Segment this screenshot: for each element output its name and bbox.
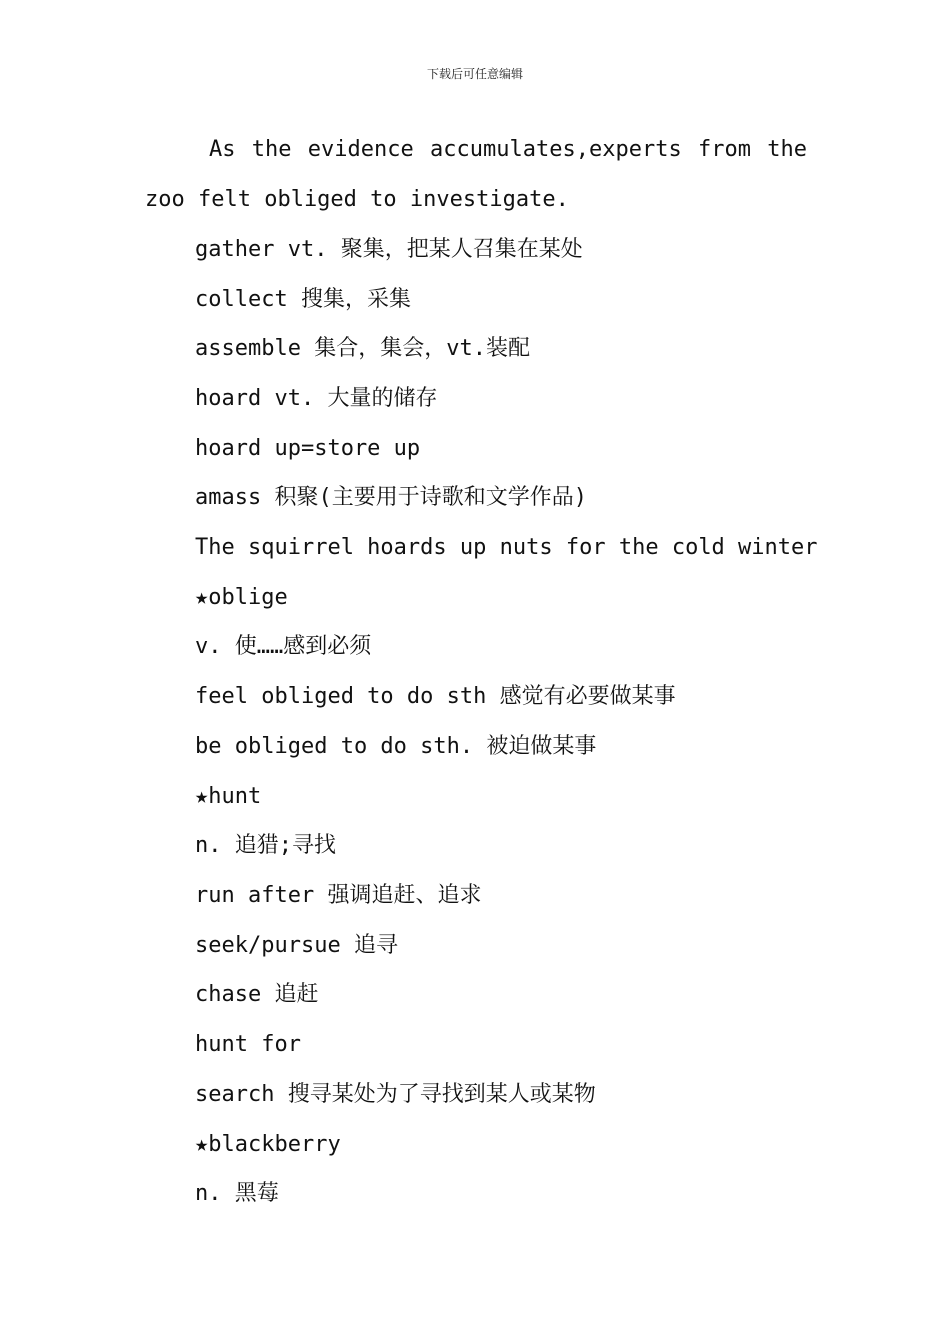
vocab-line: hoard up=store up	[195, 436, 421, 461]
headword-blackberry: ★blackberry	[195, 1132, 341, 1157]
paragraph-line-1: As the evidence accumulates,experts from the	[209, 137, 807, 162]
page-header: 下载后可任意编辑	[426, 67, 523, 81]
vocab-line: v. 使……感到必须	[195, 634, 372, 659]
vocab-line: gather vt. 聚集，把某人召集在某处	[195, 237, 583, 262]
vocab-line: n. 黑莓	[195, 1181, 279, 1206]
vocab-line: hunt for	[195, 1032, 301, 1057]
vocab-line: assemble 集合，集会，vt.装配	[195, 336, 530, 361]
vocab-line: collect 搜集，采集	[195, 287, 411, 312]
vocab-line: amass 积聚(主要用于诗歌和文学作品)	[195, 485, 587, 510]
headword-oblige: ★oblige	[195, 585, 288, 610]
opening-paragraph	[145, 135, 807, 215]
vocab-line: search 搜寻某处为了寻找到某人或某物	[195, 1082, 596, 1107]
example-sentence: The squirrel hoards up nuts for the cold winter	[195, 535, 818, 560]
vocab-line: run after 强调追赶、追求	[195, 883, 482, 908]
vocab-line: chase 追赶	[195, 982, 319, 1007]
vocab-line: seek/pursue 追寻	[195, 933, 398, 958]
paragraph-line-2: zoo felt obliged to investigate.	[145, 187, 569, 212]
vocab-line: feel obliged to do sth 感觉有必要做某事	[195, 684, 676, 709]
vocab-line: n. 追猎;寻找	[195, 833, 336, 858]
vocab-line: be obliged to do sth. 被迫做某事	[195, 734, 597, 759]
headword-hunt: ★hunt	[195, 784, 262, 809]
vocab-line: hoard vt. 大量的储存	[195, 386, 438, 411]
